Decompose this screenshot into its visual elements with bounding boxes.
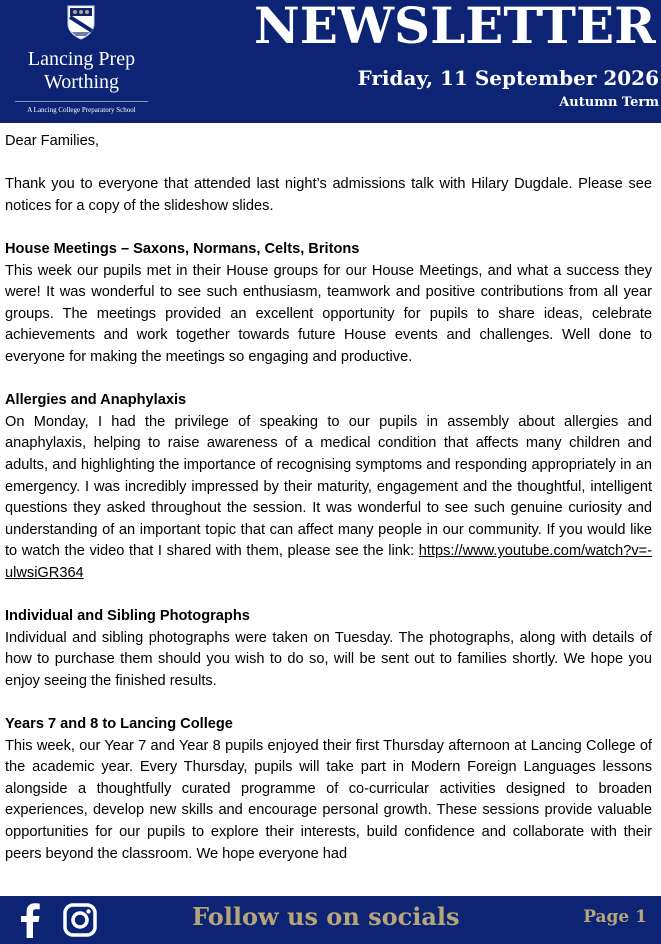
spacer xyxy=(5,153,652,175)
allergies-text: On Monday, I had the privilege of speaking to our pupils in assembly about allergies and anaphylaxis, helping to raise awareness of a medical condition that affects many children and adults, and highlighting the importance of recognising symptoms and responding appropriately in an emergency. I was incredibly impressed by their maturity, engagement and the thoughtful, intelligent questions they asked throughout the session. It was wonderful to see such genuine curiosity and understanding of an important topic that can affect many people in our community. If you would like to watch the video that I shared with them, please see the link: xyxy=(5,413,652,560)
section-text-photographs: Individual and sibling photographs were taken on Tuesday. The photographs, along with details of how to purchase them should you wish to do so, will be sent out to families shortly. We hope you enjoy seeing the finished results. xyxy=(5,629,652,689)
facebook-icon[interactable] xyxy=(18,902,42,938)
newsletter-header xyxy=(0,0,661,123)
section-heading-allergies: Allergies and Anaphylaxis xyxy=(5,392,187,409)
spacer xyxy=(5,369,652,391)
spacer xyxy=(5,217,652,239)
section-heading-house-meetings: House Meetings – Saxons, Normans, Celts, Britons xyxy=(5,240,360,257)
section-text-lancing-college: This week, our Year 7 and Year 8 pupils enjoyed their first Thursday afternoon at Lancing College of the academic year. Every Thursday, pupils will take part in Modern Foreign Languages lessons alongside a thoughtfully curated programme of co-curricular activities designed to broaden experiences, develop new skills and encourage personal growth. These sessions provide valuable opportunities for our pupils to explore their interests, build confidence and collaborate with their peers beyond the classroom. We hope everyone had xyxy=(5,737,652,862)
school-crest-icon xyxy=(66,4,96,40)
school-name-line1: Lancing Prep xyxy=(27,48,136,70)
page-number: Page 1 xyxy=(583,907,647,927)
spacer xyxy=(5,584,652,606)
instagram-icon[interactable] xyxy=(63,903,97,937)
school-subtitle: A Lancing College Preparatory School xyxy=(27,106,136,114)
newsletter-body xyxy=(5,131,652,865)
section-heading-lancing-college: Years 7 and 8 to Lancing College xyxy=(5,716,233,733)
section-heading-photographs: Individual and Sibling Photographs xyxy=(5,608,250,625)
divider xyxy=(15,101,148,102)
intro-paragraph: Thank you to everyone that attended last night’s admissions talk with Hilary Dugdale. Please see notices for a copy of the slideshow slides. xyxy=(5,176,652,214)
video-link[interactable]: https://www.youtube.com/watch?v=-ulwsiGR364 xyxy=(5,543,652,581)
issue-date: Friday, 11 September 2026 xyxy=(357,66,659,90)
section-text-allergies xyxy=(5,412,652,585)
term-label: Autumn Term xyxy=(559,95,659,110)
school-name xyxy=(0,48,163,94)
newsletter-title: NEWSLETTER xyxy=(254,0,656,55)
school-name-line2: Worthing xyxy=(43,71,120,93)
spacer xyxy=(5,692,652,714)
follow-socials-label: Follow us on socials xyxy=(192,902,460,931)
greeting: Dear Families, xyxy=(5,133,100,149)
section-text-house-meetings: This week our pupils met in their House groups for our House Meetings, and what a success they were! It was wonderful to see such enthusiasm, teamwork and positive contributions from all year groups. The meetings provided an excellent opportunity for pupils to share ideas, celebrate achievements and work together towards future House events and challenges. Well done to everyone for making the meetings so engaging and productive. xyxy=(5,262,652,365)
